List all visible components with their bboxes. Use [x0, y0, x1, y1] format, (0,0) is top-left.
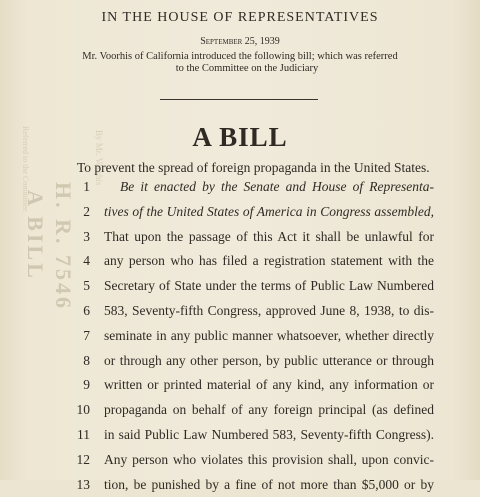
- line-number: 8: [83, 352, 90, 368]
- line-number: 10: [76, 402, 90, 418]
- bill-line: [0, 274, 480, 299]
- line-text: any person who has filed a registration statement with the: [104, 253, 434, 269]
- bill-line: [0, 324, 480, 349]
- line-text: 583, Seventy-fifth Congress, approved June 8, 1938, to dis-: [104, 302, 434, 318]
- line-number: 13: [76, 476, 90, 492]
- line-text: tives of the United States of America in Congress assembled,: [104, 203, 434, 219]
- bill-body: [0, 175, 480, 497]
- line-number: 5: [83, 278, 90, 294]
- line-text: tion, be punished by a fine of not more than $5,000 or by: [104, 476, 434, 492]
- bill-line: [0, 200, 480, 225]
- line-text: That upon the passage of this Act it shall be unlawful for: [104, 228, 434, 244]
- bill-line: [0, 373, 480, 398]
- line-number: 6: [83, 302, 90, 318]
- introduction-line-1: Mr. Voorhis of California introduced the following bill; which was referred: [82, 51, 398, 62]
- line-text: seminate in any public manner whatsoever, whether directly: [104, 327, 434, 343]
- chamber-header: IN THE HOUSE OF REPRESENTATIVES: [101, 10, 379, 25]
- line-number: 9: [83, 377, 90, 393]
- show-through-small-text: By Mr. Voorhis: [94, 130, 104, 186]
- line-text: Be it enacted by the Senate and House of Representa-: [120, 179, 434, 194]
- line-text: or through any other person, by public utterance or through: [104, 352, 434, 368]
- bill-title: A BILL: [192, 122, 288, 152]
- introduction-line-2: to the Committee on the Judiciary: [175, 63, 319, 74]
- bill-line: [0, 249, 480, 274]
- introduction-date: September 25, 1939: [200, 36, 280, 47]
- line-number: 4: [83, 253, 90, 269]
- line-number: 3: [83, 228, 90, 244]
- bill-line: [0, 175, 480, 200]
- bill-line: [0, 299, 480, 324]
- bill-line: [0, 423, 480, 448]
- bill-line: [0, 398, 480, 423]
- line-number: 1: [83, 179, 90, 194]
- bill-line: [0, 349, 480, 374]
- line-text: Any person who violates this provision shall, upon convic-: [104, 451, 434, 467]
- line-text: Secretary of State under the terms of Public Law Numbered: [104, 278, 434, 294]
- bill-line: [0, 448, 480, 473]
- bill-purpose: To prevent the spread of foreign propaganda in the United States.: [77, 160, 430, 175]
- line-number: 7: [83, 327, 90, 343]
- bill-line: [0, 225, 480, 250]
- introduction-statement: [0, 51, 480, 75]
- line-number: 2: [83, 203, 90, 219]
- show-through-bill-number: H. R. 7546: [51, 182, 76, 311]
- show-through-small-text-2: Referred to the Committee: [21, 126, 30, 212]
- bill-line: [0, 473, 480, 497]
- line-text: propaganda on behalf of any foreign principal (as defined: [104, 402, 434, 418]
- line-text: in said Public Law Numbered 583, Seventy-fifth Congress).: [104, 426, 434, 442]
- line-text: written or printed material of any kind, any information or: [104, 377, 434, 393]
- show-through-title: A BILL: [23, 190, 48, 281]
- line-number: 11: [77, 426, 90, 442]
- line-number: 12: [76, 451, 90, 467]
- divider-rule: [160, 99, 318, 100]
